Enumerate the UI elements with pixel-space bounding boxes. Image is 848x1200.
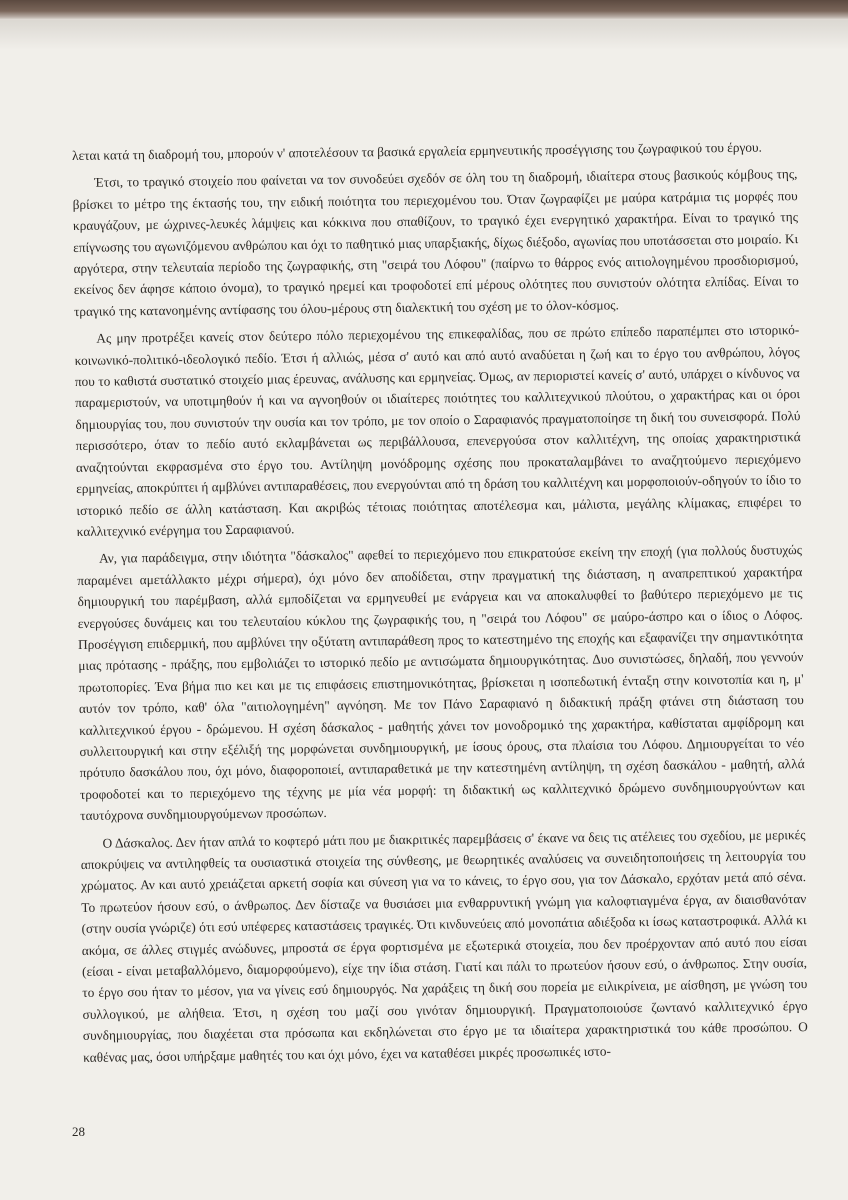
- paragraph-continuation: λεται κατά τη διαδρομή του, μπορούν ν' αποτελέσουν τα βασικά εργαλεία ερμηνευτικής προσέγγισης του ζωγραφικού του έργου.: [72, 139, 762, 163]
- page-number: 28: [72, 1124, 85, 1139]
- paragraph-the-teacher: Ο Δάσκαλος. Δεν ήταν απλά το κοφτερό μάτι που με διακριτικές παρεμβάσεις σ' έκανε να δεις τις ατέλειες του σχεδίου, με μερικές αποκρύψεις να αντιληφθείς τα ουσιαστικά στοιχεία της σύνθεσης, με θεωρητικές αναλύσεις να συνειδητοποιήσεις τη λειτουργία του χρώματος. Αν και αυτό χρειάζεται αρκετή σοφία και σύνεση για να το κάνεις, το έργο σου, για τον Δάσκαλο, ερχόταν μετά από σένα. Το πρωτεύον ήσουν εσύ, ο άνθρωπος. Δεν δίσταζε να θυσιάσει μια ενθαρρυντική γνώμη για καλοφτιαγμένα έργα, αν διαισθανόταν (στην ουσία γνώριζε) ότι εσύ υπέφερες καταστάσεις τραγικές. Ότι κινδυνεύεις από μονοπάτια αδιέξοδα κι ίσως καταστροφικά. Αλλά κι ακόμα, σε άλλες στιγμές ανώδυνες, μπροστά σε έργα φορτισμένα με εξωτερικά στοιχεία, που δεν προέρχονταν από αυτό που είσαι (είσαι - είναι μεταβαλλόμενο, διαμορφούμενο), είχε την ίδια στάση. Γιατί και πάλι το πρωτεύον ήσουν εσύ, ο άνθρωπος. Στην ουσία, το έργο σου ήταν το μέσον, για να γίνεις εσύ δημιουργός. Να χαράξεις τη δική σου πορεία με ειλικρίνεια, με αίσθηση, με γνώση του συλλογικού, με αλήθεια. Έτσι, η σχέση του μαζί σου γινόταν δημιουργική. Πραγματοποιούσε ζωντανό καλλιτεχνικό έργο συνδημιουργίας, που διαχέεται στα πρόσωπα και εκδηλώνεται στο έργο με τα ιδιαίτερα χαρακτηριστικά του κάθε προσώπου. Ο καθένας μας, όσοι υπήρξαμε μαθητές του και όχι μόνο, έχει να καταθέσει μικρές προσωπικές ιστο-: [80, 826, 808, 1065]
- body-text: [72, 136, 808, 1074]
- paragraph-teacher-role: Αν, για παράδειγμα, στην ιδιότητα "δάσκαλος" αφεθεί το περιεχόμενο που επικρατούσε εκείνη την εποχή (για πολλούς δυστυχώς παραμένει αμετάλλακτο μέχρι σήμερα), όχι μόνο δεν αποδίδεται, στην πραγματική της διάσταση, η αναπρεπτικού χαρακτήρα δημιουργική του παρέμβαση, αλλά εμποδίζεται να ερμηνευθεί με ενάργεια και να αποκαλυφθεί το βαθύτερο περιεχόμενο με τις ενεργούσες δυνάμεις και του τελευταίου κύκλου της ζωγραφικής του, η "σειρά του Λόφου" σε μαύρο-άσπρο και ο ίδιος ο Λόφος. Προσέγγιση επιδερμική, που αμβλύνει την οξύτατη αντιπαράθεση προς το κατεστημένο της εποχής και εξαφανίζει την σημαντικότητα μιας πρότασης - πράξης, που εμβολιάζει το ιστορικό πεδίο με αντισώματα δημιουργικότητας. Δυο συνιστώσες, δηλαδή, που γεννούν πρωτοπορίες. Ένα βήμα πιο κει και με τις επιφάσεις επιστημονικότητας, βρίσκεται η ισοπεδωτική ένταξη στην κοινοτοπία και η, μ' αυτόν τον τρόπο, καθ' όλα "αιτιολογημένη" αγνόηση. Με τον Πάνο Σαραφιανό η διδακτική πράξη φτάνει στη διάσταση του καλλιτεχνικού έργου - δρώμενου. Η σχέση δάσκαλος - μαθητής χάνει τον μονοδρομικό της χαρακτήρα, καθίσταται αμφίδρομη και συλλειτουργική και στην εξέλιξή της μορφώνεται συνδημιουργική, με ίσους όρους, στα πλαίσια του Λόφου. Δημιουργείται το νέο πρότυπο δασκάλου που, όχι μόνο, διαφοροποιεί, αντιπαραθετικά με την κατεστημένη αντίληψη, τη σχέση δασκάλου - μαθητή, αλλά τροφοδοτεί και το περιεχόμενο της τέχνης με μία νέα μορφή: τη διδακτική ως καλλιτεχνικό δρώμενο συνδημιουργούντων και ταυτόχρονα συνδημιουργούμενων προσώπων.: [77, 542, 805, 824]
- paragraph-historical-field: Ας μην προτρέξει κανείς στον δεύτερο πόλο περιεχομένου της επικεφαλίδας, που σε πρώτο επίπεδο παραπέμπει στο ιστορικό-κοινωνικό-πολιτικό-ιδεολογικό πεδίο. Έτσι ή αλλιώς, μέσα σ' αυτό και από αυτό αναδύεται η ζωή και το έργο του ανθρώπου, λόγος που το καθιστά συστατικό στοιχείο μιας έρευνας, ανάλυσης και ερμηνείας. Όμως, αν περιοριστεί κανείς σ' αυτό, υπάρχει ο κίνδυνος να παραμεριστούν, να υποτιμηθούν ή και να αγνοηθούν οι ιδιαίτερες ποιότητες του καλλιτεχνικού πλούτου, ο χαρακτήρας και οι όροι δημιουργίας του, που συνιστούν την ουσία και τον τρόπο, με τον οποίο ο Σαραφιανός πραγματοποίησε τη δική του συνεισφορά. Πολύ περισσότερο, όταν το πεδίο αυτό εκλαμβάνεται ως περιβάλλουσα, επενεργούσα στον καλλιτέχνη, της οποίας χαρακτηριστικά αναζητούνται εκφρασμένα στο έργο του. Αντίληψη μονόδρομης σχέσης που προκαταλαμβάνει το αναζητούμενο περιεχόμενο ερμηνείας, αποκρύπτει ή αμβλύνει αντιπαραθέσεις, που ενεργούνται από τη δράση του καλλιτέχνη και μορφοποιούν-οδηγούν το ίδιο το ιστορικό πεδίο σε άλλη κατάσταση. Και ακριβώς τέτοιας ποιότητας αποτέλεσμα και, μάλιστα, μεγάλης κλίμακας, επιφέρει το καλλιτεχνικό ενέργημα του Σαραφιανού.: [74, 322, 802, 539]
- paragraph-tragic-element: Έτσι, το τραγικό στοιχείο που φαίνεται να τον συνοδεύει σχεδόν σε όλη του τη διαδρομή, ιδιαίτερα στους βασικούς κόμβους της, βρίσκει το μέτρο της έκτασής του, την ειδική ποιότητα του περιεχομένου του. Όταν ζωγραφίζει με μαύρα κατράμια τις μορφές που κραυγάζουν, με ώχρινες-λευκές λάμψεις και κόκκινα που σπαθίζουν, το τραγικό έχει ενεργητικό χαρακτήρα. Είναι το τραγικό της επίγνωσης του αγωνιζόμενου ανθρώπου και όχι το παθητικό μιας υπαρξιακής, δίχως διέξοδο, αγωνίας που υποτάσσεται στο μοιραίο. Κι αργότερα, στην τελευταία περίοδο της ζωγραφικής, στη "σειρά του Λόφου" (παίρνω το θάρρος ενός αιτιολογημένου προσδιορισμού, εκείνος δεν άφησε κάποιο όνομα), το τραγικό ηρεμεί και τροφοδοτεί επί μέρους ολότητες που συνιστούν ολότητα ελπίδας. Είναι το τραγικό της κατανοημένης αντίφασης του όλου-μέρους στη διαλεκτική του σχέση με το όλον-κόσμος.: [72, 166, 799, 319]
- scan-top-edge: [0, 0, 848, 20]
- scan-shadow: [0, 20, 848, 50]
